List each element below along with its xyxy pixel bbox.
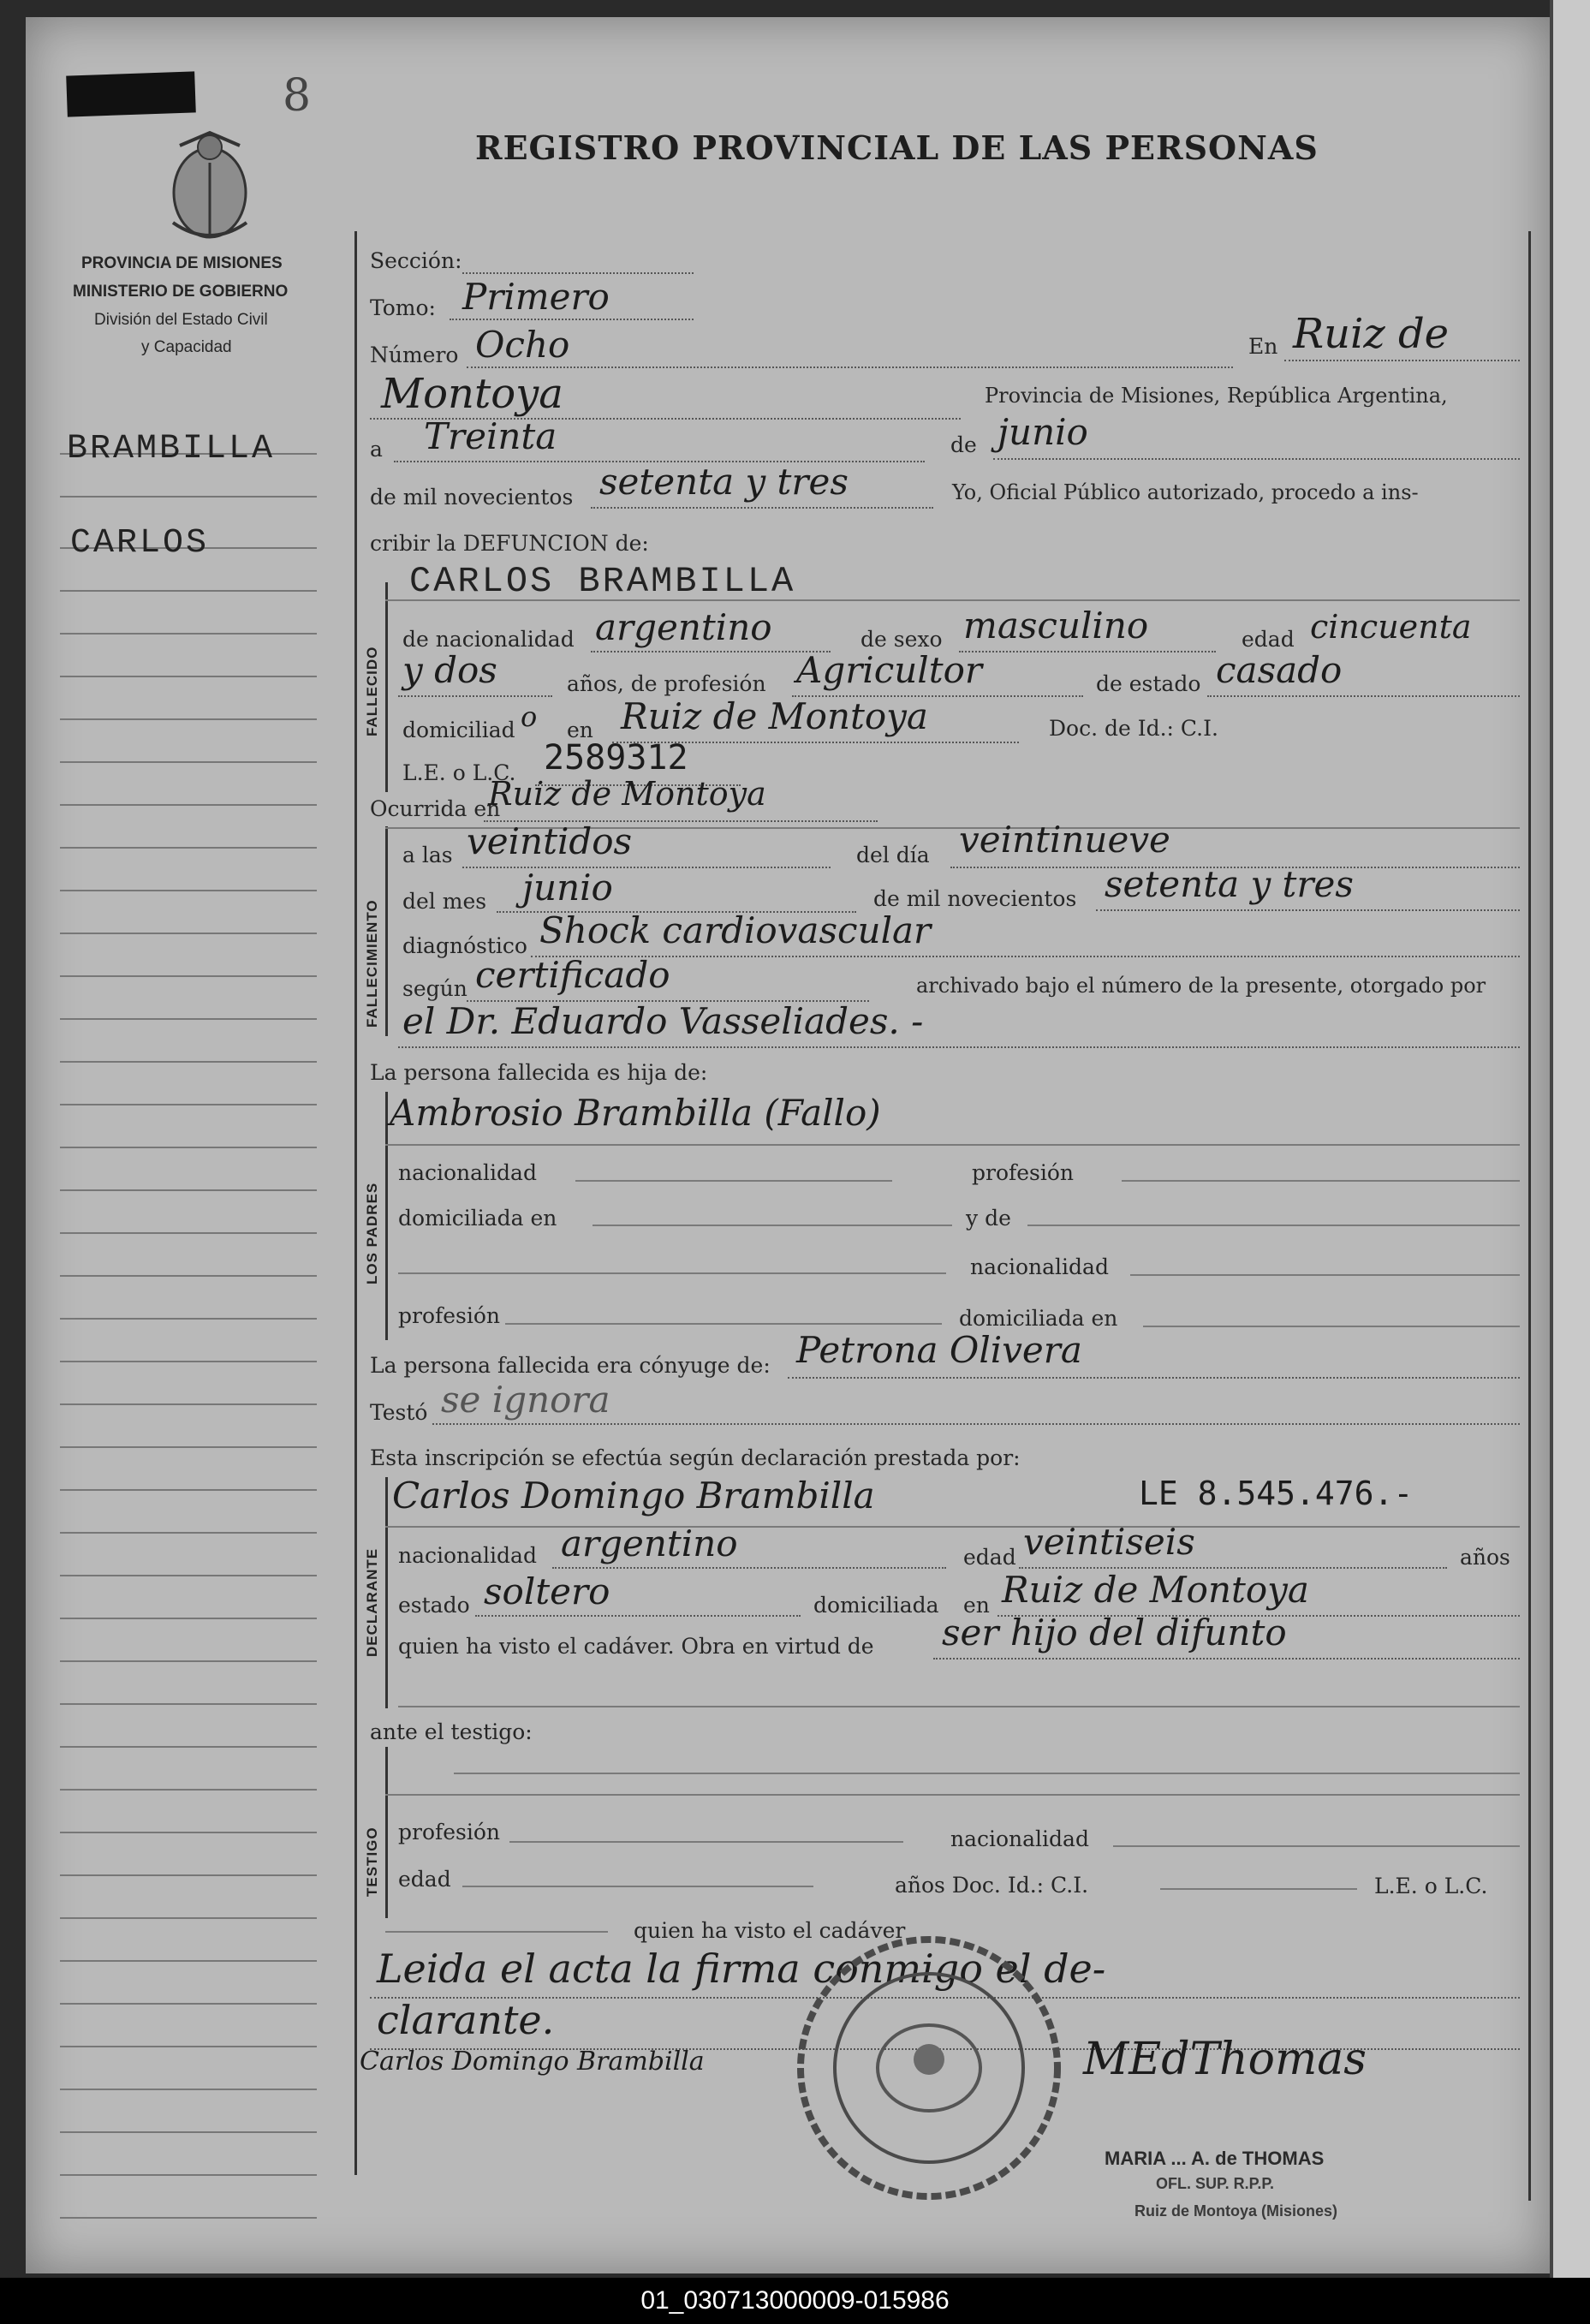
domicilio-en-label: en	[567, 718, 593, 742]
anio-label: de mil novecientos	[370, 485, 574, 509]
otorgado-line	[398, 1046, 1520, 1048]
edad-label: edad	[1242, 627, 1295, 652]
sexo-value: masculino	[963, 605, 1149, 647]
declarante-le: LE 8.545.476.-	[1139, 1475, 1414, 1512]
hora-label: a las	[402, 843, 453, 867]
seccion-label: Sección:	[370, 248, 462, 273]
document-title: REGISTRO PROVINCIAL DE LAS PERSONAS	[475, 128, 1319, 167]
testigo-profesion-line	[509, 1841, 903, 1843]
padres-profesion-label: profesión	[972, 1160, 1075, 1185]
right-column-rule	[1528, 231, 1531, 2201]
anio-value: setenta y tres	[599, 461, 849, 503]
lugar-value-1: Ruiz de	[1293, 310, 1450, 358]
tomo-value: Primero	[462, 276, 610, 318]
margin-surname: BRAMBILLA	[67, 430, 276, 468]
margin-given-name: CARLOS	[70, 524, 210, 563]
book-edge	[1550, 0, 1590, 2286]
testigo-bracket	[385, 1747, 388, 1918]
padres-nacionalidad2-line	[1130, 1274, 1520, 1276]
edad-line-2	[398, 695, 552, 697]
dia-value: Treinta	[424, 415, 557, 457]
testigo-anos-doc-label: años Doc. Id.: C.I.	[895, 1873, 1089, 1898]
segun-label: según	[402, 976, 467, 1001]
le-label: L.E. o L.C.	[402, 760, 516, 785]
doc-label: Doc. de Id.: C.I.	[1049, 716, 1218, 741]
anio-line	[591, 507, 933, 509]
edad-value-2: y dos	[402, 649, 497, 691]
padres-blank-line	[398, 1272, 946, 1274]
declarante-signature: Carlos Domingo Brambilla	[360, 2047, 705, 2077]
declarante-bracket	[385, 1477, 388, 1708]
en-label: En	[1248, 334, 1278, 359]
declarante-name: Carlos Domingo Brambilla	[392, 1475, 875, 1517]
domicilio-label: domiciliad	[402, 718, 515, 742]
sexo-line	[959, 651, 1216, 653]
padres-section-label: LOS PADRES	[364, 1182, 380, 1284]
agency-line-3: División del Estado Civil	[94, 311, 268, 329]
lugar-line-1	[1284, 360, 1520, 361]
inscripcion-text: Esta inscripción se efectúa según declaración prestada por:	[370, 1445, 1021, 1470]
padres-domiciliada-line	[593, 1225, 952, 1226]
estado-line	[1207, 695, 1520, 697]
declarante-virtud-value: ser hijo del difunto	[942, 1612, 1287, 1654]
rectangular-stamp-line-1: MARIA ... A. de THOMAS	[1105, 2148, 1325, 2169]
official-round-stamp	[792, 1931, 1066, 2205]
tomo-label: Tomo:	[370, 295, 436, 320]
declarante-edad-label: edad	[963, 1545, 1016, 1570]
ante-testigo-label: ante el testigo:	[370, 1719, 533, 1744]
declarante-edad-value: veintiseis	[1023, 1521, 1195, 1563]
corner-number: 8	[283, 70, 312, 122]
oficial-signature: MEdThomas	[1083, 2034, 1367, 2085]
rectangular-stamp-line-2: OFL. SUP. R.P.P.	[1156, 2175, 1275, 2192]
numero-label: Número	[370, 343, 459, 367]
mes-line	[993, 458, 1520, 460]
padres-domiciliada2-label: domiciliada en	[959, 1306, 1118, 1331]
padres-nacionalidad-label: nacionalidad	[398, 1160, 537, 1185]
numero-value: Ocho	[475, 324, 570, 366]
declarante-en-label: en	[963, 1593, 990, 1618]
testigo-edad-label: edad	[398, 1867, 451, 1892]
conyuge-line	[788, 1377, 1520, 1379]
hora-line	[462, 867, 831, 868]
testigo-visto-line	[385, 1931, 608, 1933]
hija-label: La persona fallecida es hija de:	[370, 1060, 708, 1085]
padres-nacionalidad-line	[575, 1180, 892, 1182]
fallecido-name: CARLOS BRAMBILLA	[409, 561, 796, 602]
inscribir-text: cribir la DEFUNCION de:	[370, 531, 649, 556]
fallecido-bracket	[385, 582, 388, 792]
oficial-text: Yo, Oficial Público autorizado, procedo a ins-	[952, 480, 1419, 504]
conyuge-label: La persona fallecida era cónyuge de:	[370, 1353, 771, 1378]
mes-fall-label: del mes	[402, 889, 487, 914]
padres-profesion2-line	[505, 1323, 942, 1325]
padres-profesion2-label: profesión	[398, 1303, 501, 1328]
declarante-domiciliada-label: domiciliada	[813, 1593, 939, 1618]
declarante-nacionalidad-line	[552, 1567, 946, 1569]
declarante-nacionalidad-label: nacionalidad	[398, 1543, 537, 1568]
declarante-name-line	[385, 1526, 1520, 1528]
dia-label: del día	[856, 843, 930, 867]
ocurrida-label: Ocurrida en	[370, 796, 501, 821]
leida-text-1: Leida el acta la firma conmigo el de-	[377, 1946, 1106, 1992]
dia-fall-value: veintinueve	[959, 819, 1170, 861]
segun-value: certificado	[475, 954, 670, 996]
padre-value: Ambrosio Brambilla (Fallo)	[390, 1092, 881, 1134]
anio-fall-label: de mil novecientos	[873, 886, 1077, 911]
fallecimiento-section-label: FALLECIMIENTO	[364, 899, 380, 1028]
mes-value: junio	[997, 411, 1088, 453]
agency-line-1: PROVINCIA DE MISIONES	[81, 254, 283, 272]
padre-line	[385, 1144, 1520, 1146]
rectangular-stamp-line-3: Ruiz de Montoya (Misiones)	[1134, 2202, 1338, 2220]
anio-fall-value: setenta y tres	[1105, 863, 1354, 905]
anos-profesion-label: años, de profesión	[567, 671, 766, 696]
testigo-visto-label: quien ha visto el cadáver	[634, 1918, 906, 1943]
anio-fall-line	[1096, 909, 1520, 911]
edad-value-1: cincuenta	[1310, 608, 1472, 646]
diagnostico-line	[531, 956, 1520, 957]
declarante-anos-label: años	[1460, 1545, 1510, 1570]
declarante-visto-text: quien ha visto el cadáver. Obra en virtud de	[398, 1634, 874, 1659]
testigo-doc-line	[1160, 1888, 1357, 1890]
numero-line	[467, 366, 1233, 368]
fallecido-section-label: FALLECIDO	[364, 646, 380, 736]
otorgado-value: el Dr. Eduardo Vasseliades. -	[402, 1000, 924, 1042]
seccion-line	[462, 272, 694, 274]
leida-text-2: clarante.	[377, 1997, 555, 2043]
declarante-estado-value: soltero	[484, 1570, 610, 1612]
testigo-nacionalidad-line	[1113, 1845, 1520, 1847]
agency-line-4: y Capacidad	[141, 338, 232, 356]
mes-fall-value: junio	[522, 867, 613, 909]
agency-line-2: MINISTERIO DE GOBIERNO	[73, 283, 289, 301]
yde-label: y de	[966, 1206, 1011, 1231]
padres-profesion-line	[1122, 1180, 1520, 1182]
testo-value: se ignora	[441, 1379, 610, 1421]
image-id-footer: 01_030713000009-015986	[0, 2278, 1590, 2324]
conyuge-value: Petrona Olivera	[796, 1329, 1082, 1371]
padres-bracket	[385, 1092, 388, 1340]
main-column-rule	[354, 231, 357, 2175]
ocurrida-value: Ruiz de Montoya	[488, 775, 766, 813]
testo-label: Testó	[370, 1400, 428, 1425]
declarante-estado-label: estado	[398, 1593, 470, 1618]
lugar-value-2: Montoya	[381, 370, 563, 418]
archivado-text: archivado bajo el número de la presente, otorgado por	[916, 974, 1486, 998]
nacionalidad-line	[591, 651, 831, 653]
domicilio-suffix: o	[521, 700, 538, 733]
a-label: a	[370, 437, 383, 462]
declarante-nacionalidad-value: argentino	[561, 1523, 738, 1564]
margin-ledger-lines	[60, 411, 342, 2252]
testigo-nacionalidad-label: nacionalidad	[950, 1826, 1089, 1851]
testigo-le-label: L.E. o L.C.	[1374, 1874, 1488, 1898]
declarante-section-label: DECLARANTE	[364, 1547, 380, 1657]
le-value: 2589312	[544, 738, 688, 778]
testo-line	[432, 1423, 1520, 1425]
sexo-label: de sexo	[861, 627, 943, 652]
testigo-profesion-label: profesión	[398, 1820, 501, 1844]
redaction-block	[66, 71, 196, 116]
nacionalidad-value: argentino	[595, 606, 772, 648]
fallecimiento-bracket	[385, 826, 388, 1036]
declarante-domicilio-value: Ruiz de Montoya	[1002, 1569, 1309, 1611]
declarante-virtud-line	[933, 1658, 1520, 1660]
hora-value: veintidos	[467, 820, 633, 862]
padres-nacionalidad2-label: nacionalidad	[970, 1254, 1109, 1279]
testigo-section-label: TESTIGO	[364, 1826, 380, 1897]
nacionalidad-label: de nacionalidad	[402, 627, 575, 652]
provincia-label: Provincia de Misiones, República Argentina,	[985, 384, 1448, 408]
profesion-value: Agricultor	[796, 649, 982, 691]
testigo-name-line	[454, 1773, 1520, 1774]
tomo-line	[450, 319, 694, 320]
testigo-name-line-2	[385, 1794, 1520, 1796]
diagnostico-value: Shock cardiovascular	[539, 909, 932, 951]
estado-label: de estado	[1096, 671, 1201, 696]
declarante-estado-line	[475, 1615, 801, 1617]
de-label: de	[950, 432, 977, 457]
diagnostico-label: diagnóstico	[402, 933, 527, 958]
estado-value: casado	[1216, 649, 1343, 691]
testigo-edad-line	[462, 1886, 813, 1887]
declarante-blank-line	[398, 1706, 1520, 1707]
padres-domiciliada2-line	[1143, 1326, 1520, 1327]
padres-domiciliada-label: domiciliada en	[398, 1206, 557, 1231]
domicilio-value: Ruiz de Montoya	[621, 695, 928, 737]
coat-of-arms-icon	[154, 120, 265, 248]
yde-line	[1027, 1225, 1520, 1226]
